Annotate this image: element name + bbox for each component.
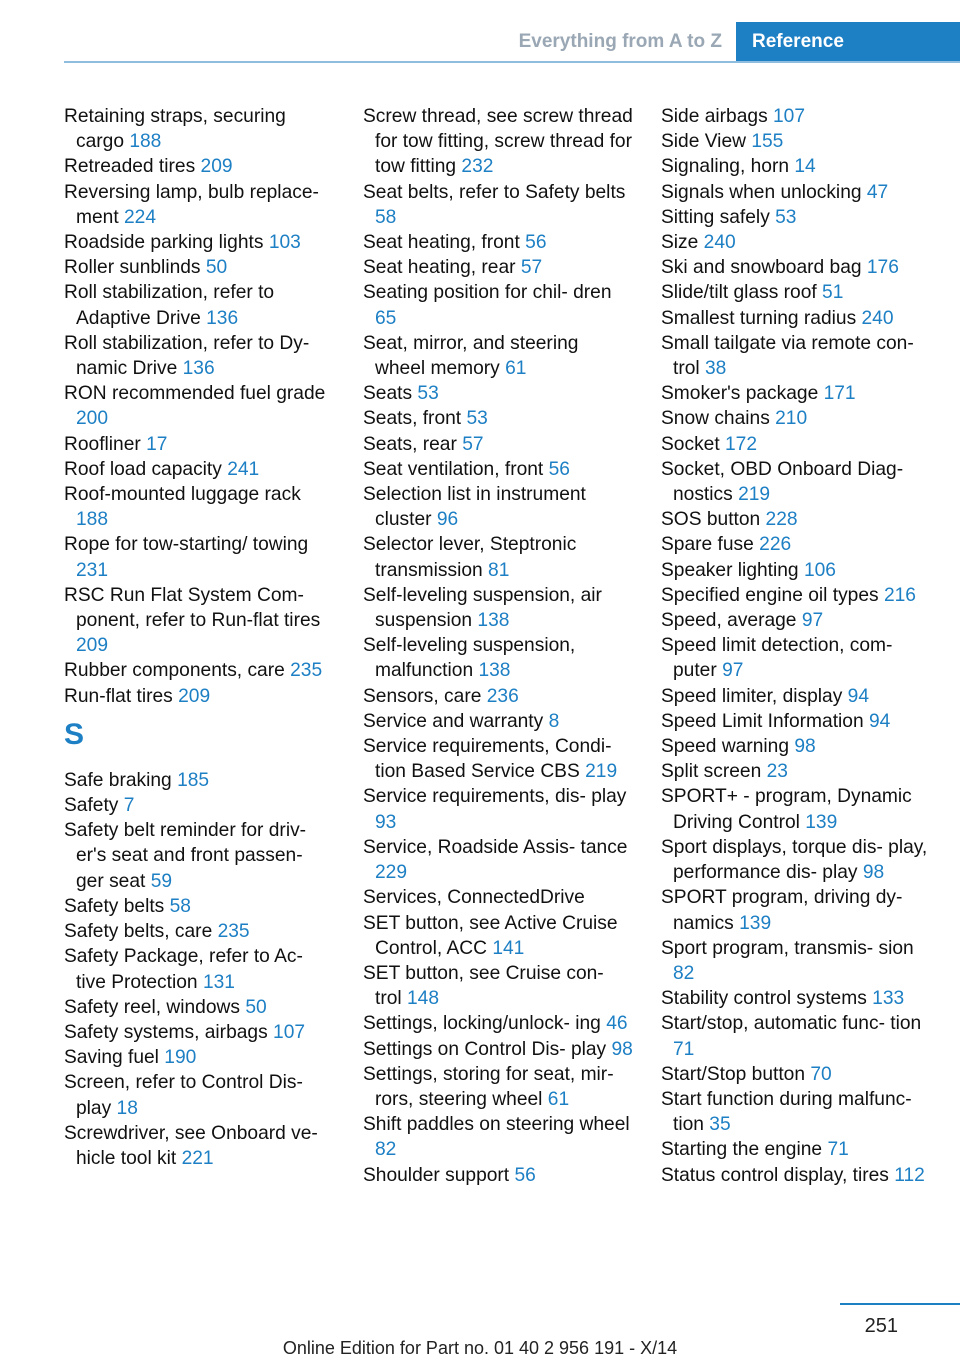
index-entry-text: Speed, average <box>661 610 797 632</box>
page-reference-link[interactable]: 71 <box>827 1139 849 1161</box>
header-rule <box>64 61 960 63</box>
index-entry-text: Settings, locking/unlock- ing <box>363 1013 601 1035</box>
index-entry-text: Selection list in instrument cluster <box>363 484 586 531</box>
index-entry <box>661 230 931 255</box>
index-entry-text: Safety <box>64 795 119 817</box>
page-reference-link[interactable]: 133 <box>872 988 905 1010</box>
index-entry-text: Reversing lamp, bulb replace- ment <box>64 181 319 228</box>
page-reference-link[interactable]: 17 <box>146 433 168 455</box>
index-entry <box>661 255 931 280</box>
index-entry-text: Screen, refer to Control Dis- play <box>64 1072 303 1119</box>
index-entry-text: SPORT program, driving dy- namics <box>661 887 903 934</box>
page-reference-link[interactable]: 97 <box>722 660 744 682</box>
index-entry-text: Speed warning <box>661 736 790 758</box>
index-entry <box>661 280 931 305</box>
index-entry-text: Rope for tow-starting/ towing <box>64 534 309 556</box>
index-entry <box>64 768 334 793</box>
index-entry-text: Side airbags <box>661 106 768 127</box>
page-reference-link[interactable]: 241 <box>227 458 260 480</box>
index-entry <box>363 1011 633 1036</box>
index-entry-text: Retaining straps, securing cargo <box>64 106 286 153</box>
page-reference-link[interactable]: 107 <box>273 1021 306 1043</box>
index-entry-text: Seats <box>363 383 413 405</box>
index-entry-text: Socket <box>661 433 720 455</box>
index-column-3 <box>661 104 931 1188</box>
index-entry <box>363 280 633 330</box>
index-entry <box>64 583 334 659</box>
index-entry-text: Safety systems, airbags <box>64 1021 268 1043</box>
page-reference-link[interactable]: 59 <box>150 870 173 892</box>
index-entry-text: Spare fuse <box>661 534 754 556</box>
index-entry <box>64 995 334 1020</box>
page-reference-link[interactable]: 224 <box>124 206 157 228</box>
index-entry-text: Snow chains <box>661 408 770 430</box>
index-entry <box>363 230 633 255</box>
index-entry <box>363 1037 633 1062</box>
page-reference-link[interactable]: 112 <box>894 1164 925 1186</box>
index-entry <box>661 129 931 154</box>
index-entry <box>64 280 334 330</box>
index-entry <box>363 709 633 734</box>
index-entry-text: SPORT+ - program, Dynamic Driving Control <box>661 786 912 833</box>
index-entry <box>363 331 633 381</box>
index-entry-text: Settings, storing for seat, mir- rors, steering wheel <box>363 1063 614 1110</box>
index-entry-text: Safe braking <box>64 769 172 791</box>
chapter-tab: Reference <box>736 22 960 62</box>
index-entry-text: Shift paddles on steering wheel <box>363 1114 630 1136</box>
index-entry <box>363 255 633 280</box>
index-entry <box>363 911 633 961</box>
page-reference-link[interactable]: 138 <box>477 610 510 632</box>
edition-note: Online Edition for Part no. 01 40 2 956 191 - X/14 <box>282 1338 678 1358</box>
page-reference-link[interactable]: 232 <box>461 156 494 178</box>
index-entry <box>661 684 931 709</box>
page-reference-link[interactable]: 235 <box>290 660 323 682</box>
index-entry <box>64 432 334 457</box>
index-entry-text: Safety Package, refer to Ac- tive Protection <box>64 946 303 993</box>
index-entry-text: Sensors, care <box>363 685 482 707</box>
index-entry-text: Service requirements, dis- play <box>363 786 627 808</box>
index-entry-text: Status control display, tires <box>661 1164 889 1186</box>
page-reference-link[interactable]: 82 <box>375 1139 397 1161</box>
page-reference-link[interactable]: 56 <box>514 1164 536 1186</box>
page-reference-link[interactable]: 14 <box>794 156 816 178</box>
index-entry-text: Seat, mirror, and steering wheel memory <box>363 332 579 380</box>
index-entry <box>64 255 334 280</box>
index-entry-text: Self-leveling suspension, air suspension <box>363 584 602 632</box>
index-entry <box>363 1163 633 1188</box>
index-entry <box>661 1137 931 1162</box>
page-reference-link[interactable]: 98 <box>611 1038 633 1060</box>
index-entry <box>363 784 633 834</box>
index-entry <box>64 331 334 381</box>
index-entry-text: Specified engine oil types <box>661 584 879 606</box>
index-entry <box>64 684 334 709</box>
index-entry-text: Smoker's package <box>661 383 819 405</box>
index-entry <box>661 759 931 784</box>
index-entry-text: Split screen <box>661 761 762 783</box>
index-entry <box>363 381 633 406</box>
index-entry-text: Signals when unlocking <box>661 181 862 203</box>
index-entry-text: Settings on Control Dis- play <box>363 1038 607 1060</box>
index-entry <box>64 532 334 582</box>
page-reference-link[interactable]: 219 <box>738 484 771 506</box>
index-entry-text: SET button, see Cruise con- trol <box>363 962 604 1010</box>
index-entry-text: Start/stop, automatic func- tion <box>661 1013 922 1035</box>
index-entry <box>661 1011 931 1061</box>
index-entry-text: Slide/tilt glass roof <box>661 282 817 304</box>
page-reference-link[interactable]: 58 <box>375 206 397 228</box>
index-entry-text: Shoulder support <box>363 1164 510 1186</box>
index-entry <box>363 104 633 180</box>
page-reference-link[interactable]: 61 <box>505 358 527 380</box>
index-entry-text: Roof load capacity <box>64 458 222 480</box>
page-reference-link[interactable]: 57 <box>520 257 543 279</box>
page-reference-link[interactable]: 96 <box>436 509 459 531</box>
index-entry <box>64 180 334 230</box>
page-reference-link[interactable]: 58 <box>169 895 191 917</box>
section-title: Everything from A to Z <box>518 31 722 52</box>
index-entry <box>64 1020 334 1045</box>
index-entry <box>363 406 633 431</box>
index-entry <box>64 457 334 482</box>
page-reference-link[interactable]: 70 <box>810 1063 832 1085</box>
index-entry <box>363 1112 633 1162</box>
index-entry-text: Run-flat tires <box>64 685 173 707</box>
index-entry-text: Speed Limit Information <box>661 710 864 732</box>
page-reference-link[interactable]: 53 <box>775 206 797 228</box>
page-reference-link[interactable]: 61 <box>547 1088 570 1110</box>
index-entry-text: Sport program, transmis- sion <box>661 937 914 959</box>
index-entry-text: Speed limit detection, com- puter <box>661 635 893 682</box>
index-entry <box>661 835 931 885</box>
page-reference-link[interactable]: 155 <box>751 131 784 153</box>
index-entry <box>363 885 633 910</box>
index-entry-text: Speed limiter, display <box>661 685 843 707</box>
index-entry-text: Seat belts, refer to Safety belts <box>363 181 626 203</box>
index-entry <box>363 835 633 885</box>
index-entry <box>64 1045 334 1070</box>
page-reference-link[interactable]: 240 <box>703 232 736 254</box>
index-entry <box>363 457 633 482</box>
page-reference-link[interactable]: 97 <box>801 610 824 632</box>
page-reference-link[interactable]: 107 <box>773 106 806 127</box>
index-entry-text: Stability control systems <box>661 988 867 1010</box>
index-entry-text: Service, Roadside Assis- tance <box>363 836 628 858</box>
index-entry <box>661 331 931 381</box>
index-entry <box>64 381 334 431</box>
index-entry <box>661 633 931 683</box>
index-entry-text: RON recommended fuel grade <box>64 383 326 405</box>
page-reference-link[interactable]: 7 <box>123 795 135 817</box>
index-entry <box>363 583 633 633</box>
page-reference-link[interactable]: 46 <box>606 1013 628 1035</box>
index-entry <box>64 230 334 255</box>
index-entry <box>363 180 633 230</box>
index-entry-text: Socket, OBD Onboard Diag- nostics <box>661 458 904 506</box>
page-reference-link[interactable]: 185 <box>177 769 210 791</box>
index-entry <box>661 406 931 431</box>
page-reference-link[interactable]: 171 <box>823 383 856 405</box>
index-entry-text: Speaker lighting <box>661 559 799 581</box>
index-entry-text: Seat ventilation, front <box>363 458 544 480</box>
page-reference-link[interactable]: 231 <box>76 559 109 581</box>
index-entry <box>661 936 931 986</box>
page-reference-link[interactable]: 8 <box>548 710 560 732</box>
page-reference-link[interactable]: 219 <box>585 761 618 783</box>
index-entry-text: Safety belts <box>64 895 165 917</box>
page-reference-link[interactable]: 138 <box>478 660 511 682</box>
index-entry <box>661 306 931 331</box>
page-reference-link[interactable]: 98 <box>862 862 885 884</box>
page-reference-link[interactable]: 53 <box>417 383 439 405</box>
index-entry-text: Roadside parking lights <box>64 232 264 254</box>
index-entry <box>363 532 633 582</box>
index-entry <box>661 1062 931 1087</box>
page-reference-link[interactable]: 82 <box>673 962 695 984</box>
index-entry <box>661 885 931 935</box>
page-reference-link[interactable]: 139 <box>805 811 838 833</box>
page-reference-link[interactable]: 139 <box>739 912 772 934</box>
page-reference-link[interactable]: 209 <box>200 156 233 178</box>
index-entry <box>64 1070 334 1120</box>
index-entry <box>661 507 931 532</box>
index-entry-text: Saving fuel <box>64 1047 159 1069</box>
page-reference-link[interactable]: 209 <box>178 685 211 707</box>
page-reference-link[interactable]: 221 <box>181 1147 214 1169</box>
index-entry-text: Starting the engine <box>661 1139 823 1161</box>
index-entry-text: Retreaded tires <box>64 156 196 178</box>
index-entry-text: Sitting safely <box>661 206 770 228</box>
page-reference-link[interactable]: 188 <box>129 131 162 153</box>
page-reference-link[interactable]: 216 <box>883 584 916 606</box>
index-entry-text: Services, ConnectedDrive <box>363 887 585 909</box>
page-reference-link[interactable]: 57 <box>462 433 484 455</box>
index-entry <box>64 482 334 532</box>
index-entry-text: Screw thread, see screw thread for tow fitting, screw thread for tow fitting <box>363 106 633 178</box>
page-reference-link[interactable]: 94 <box>868 710 891 732</box>
page-reference-link[interactable]: 200 <box>76 408 109 430</box>
index-entry <box>64 919 334 944</box>
index-entry-text: Safety reel, windows <box>64 996 240 1018</box>
index-entry <box>661 583 931 608</box>
index-column-2 <box>363 104 633 1188</box>
index-entry-text: Service and warranty <box>363 710 544 732</box>
page-reference-link[interactable]: 71 <box>673 1038 695 1060</box>
index-entry <box>661 532 931 557</box>
index-entry <box>363 961 633 1011</box>
index-entry-text: Rubber components, care <box>64 660 285 682</box>
index-entry <box>661 784 931 834</box>
page-header <box>0 0 960 62</box>
index-entry-text: Seats, rear <box>363 433 457 455</box>
index-entry-text: Side View <box>661 131 746 153</box>
index-entry-text: SET button, see Active Cruise Control, ACC <box>363 912 618 959</box>
index-entry-text: Sport displays, torque dis- play, performance dis- play <box>661 836 928 884</box>
index-entry <box>661 205 931 230</box>
index-entry-text: Self-leveling suspension, malfunction <box>363 635 576 682</box>
page-reference-link[interactable]: 56 <box>525 232 547 254</box>
index-entry-text: Start function during malfunc- tion <box>661 1088 912 1136</box>
page-reference-link[interactable]: 65 <box>375 307 397 329</box>
index-entry <box>363 734 633 784</box>
page-reference-link[interactable]: 131 <box>202 971 235 993</box>
page-reference-link[interactable]: 235 <box>217 921 250 943</box>
index-entry <box>661 558 931 583</box>
page-reference-link[interactable]: 136 <box>182 358 215 380</box>
index-entry-text: SOS button <box>661 509 761 531</box>
page-reference-link[interactable]: 136 <box>206 307 239 329</box>
index-entry <box>64 793 334 818</box>
index-column-1 <box>64 104 334 1171</box>
index-entry <box>363 432 633 457</box>
page-reference-link[interactable]: 98 <box>794 736 816 758</box>
page-reference-link[interactable]: 172 <box>725 433 758 455</box>
index-entry <box>64 818 334 894</box>
index-entry <box>661 457 931 507</box>
index-entry-text: Roof-mounted luggage rack <box>64 484 301 506</box>
page-reference-link[interactable]: 50 <box>245 996 267 1018</box>
index-entry <box>661 1087 931 1137</box>
index-entry-text: Roll stabilization, refer to Dy- namic Drive <box>64 332 310 380</box>
index-entry-text: Signaling, horn <box>661 156 790 178</box>
page-reference-link[interactable]: 81 <box>488 559 510 581</box>
index-entry <box>64 1121 334 1171</box>
index-entry <box>363 684 633 709</box>
page-reference-link[interactable]: 176 <box>866 257 899 279</box>
page-reference-link[interactable]: 51 <box>822 282 844 304</box>
page-reference-link[interactable]: 210 <box>775 408 808 430</box>
page-reference-link[interactable]: 228 <box>765 509 798 531</box>
page-reference-link[interactable]: 229 <box>375 862 408 884</box>
index-entry <box>661 608 931 633</box>
index-entry-text: Size <box>661 232 699 254</box>
index-entry-text: RSC Run Flat System Com- ponent, refer to Run-flat tires <box>64 584 321 632</box>
index-entry <box>661 381 931 406</box>
page-reference-link[interactable]: 226 <box>759 534 792 556</box>
page-reference-link[interactable]: 190 <box>164 1047 197 1069</box>
index-entry-text: Selector lever, Steptronic transmission <box>363 534 577 581</box>
page-reference-link[interactable]: 236 <box>486 685 519 707</box>
index-entry <box>64 944 334 994</box>
index-entry <box>363 1062 633 1112</box>
page-reference-link[interactable]: 240 <box>861 307 894 329</box>
index-entry-text: Safety belt reminder for driv- er's seat and front passen- ger seat <box>64 820 307 892</box>
index-entry-text: Screwdriver, see Onboard ve- hicle tool kit <box>64 1122 318 1169</box>
index-entry-text: Seating position for chil- dren <box>363 282 612 304</box>
index-entry-text: Roofliner <box>64 433 141 455</box>
index-entry-text: Roller sunblinds <box>64 257 201 279</box>
index-entry <box>363 633 633 683</box>
page-reference-link[interactable]: 188 <box>76 509 109 531</box>
page-reference-link[interactable]: 106 <box>803 559 836 581</box>
page-number: 251 <box>864 1315 898 1337</box>
index-entry-text: Seat heating, front <box>363 232 520 254</box>
index-entry-text: Seats, front <box>363 408 462 430</box>
page-reference-link[interactable]: 38 <box>705 358 727 380</box>
index-letter-heading: S <box>64 717 85 751</box>
page-reference-link[interactable]: 93 <box>375 811 397 833</box>
page-reference-link[interactable]: 56 <box>548 458 570 480</box>
page-reference-link[interactable]: 23 <box>766 761 788 783</box>
index-entry <box>661 432 931 457</box>
index-entry <box>661 180 931 205</box>
index-entry <box>64 104 334 154</box>
index-entry <box>661 986 931 1011</box>
index-entry-text: Safety belts, care <box>64 921 213 943</box>
page-reference-link[interactable]: 50 <box>205 257 228 279</box>
index-entry <box>363 482 633 532</box>
index-entry-text: Service requirements, Condi- tion Based Service CBS <box>363 736 612 783</box>
page-reference-link[interactable]: 47 <box>866 181 889 203</box>
index-entry <box>64 894 334 919</box>
index-entry <box>661 734 931 759</box>
footer-rule <box>840 1303 960 1305</box>
index-entry <box>661 1163 931 1188</box>
page-reference-link[interactable]: 103 <box>268 232 301 254</box>
index-entry <box>64 658 334 683</box>
page-reference-link[interactable]: 35 <box>709 1114 731 1136</box>
index-entry-text: Ski and snowboard bag <box>661 257 862 279</box>
index-entry <box>661 104 931 129</box>
index-entry-text: Small tailgate via remote con- trol <box>661 332 914 380</box>
page-reference-link[interactable]: 209 <box>76 635 109 657</box>
page-reference-link[interactable]: 53 <box>466 408 488 430</box>
index-entry-text: Seat heating, rear <box>363 257 516 279</box>
index-entry <box>661 709 931 734</box>
index-entry <box>64 154 334 179</box>
index-entry-text: Roll stabilization, refer to Adaptive Drive <box>64 282 275 329</box>
index-entry-text: Start/Stop button <box>661 1063 805 1085</box>
page-reference-link[interactable]: 18 <box>116 1097 138 1119</box>
page-reference-link[interactable]: 141 <box>492 937 525 959</box>
page-reference-link[interactable]: 94 <box>847 685 869 707</box>
page-reference-link[interactable]: 148 <box>407 988 440 1010</box>
index-entry <box>661 154 931 179</box>
index-entry-text: Smallest turning radius <box>661 307 857 329</box>
